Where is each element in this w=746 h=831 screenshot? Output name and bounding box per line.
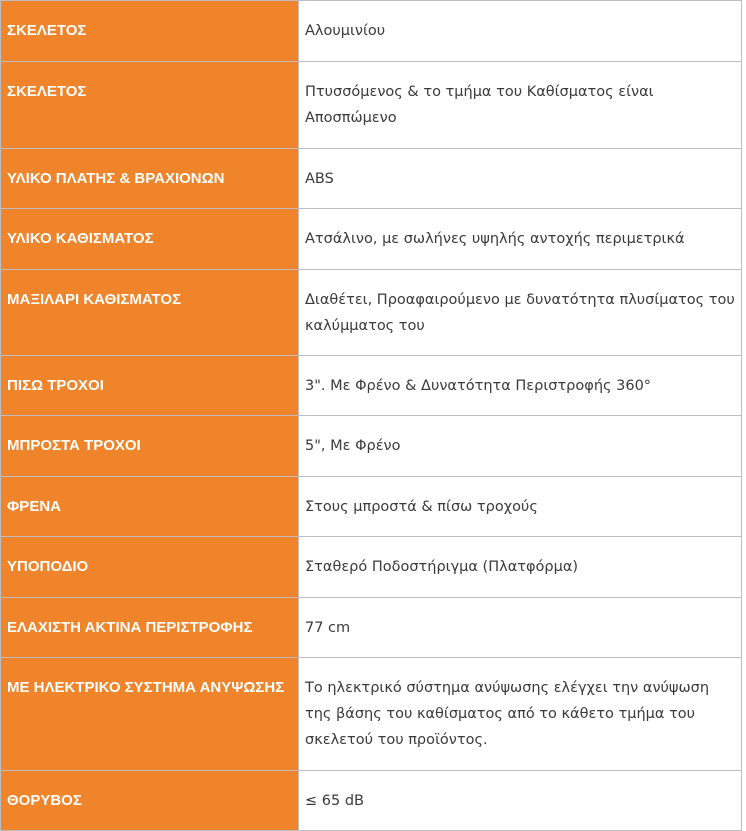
spec-value: Το ηλεκτρικό σύστημα ανύψωσης ελέγχει την ανύψωση της βάσης του καθίσματος από το κάθετο τμήμα του σκελετού του προϊόντος.: [305, 680, 710, 748]
table-row: [1, 477, 742, 537]
spec-value-cell: [299, 477, 742, 537]
spec-label-cell: [1, 658, 299, 771]
table-row: [1, 658, 742, 771]
spec-value-cell: [299, 537, 742, 598]
spec-label-cell: [1, 209, 299, 270]
spec-label: ΥΠΟΠΟΔΙΟ: [7, 558, 89, 575]
spec-label: ΣΚΕΛΕΤΟΣ: [7, 22, 87, 39]
table-row: [1, 149, 742, 209]
table-row: [1, 62, 742, 149]
spec-value-cell: [299, 149, 742, 209]
spec-label-cell: [1, 416, 299, 477]
spec-label: ΠΙΣΩ ΤΡΟΧΟΙ: [7, 377, 104, 394]
table-row: [1, 209, 742, 270]
spec-label-cell: [1, 1, 299, 62]
spec-value-cell: [299, 209, 742, 270]
spec-label: ΦΡΕΝΑ: [7, 498, 61, 515]
spec-value-cell: [299, 416, 742, 477]
spec-label: ΥΛΙΚΟ ΠΛΑΤΗΣ & ΒΡΑΧΙΟΝΩΝ: [7, 170, 225, 187]
spec-label-cell: [1, 537, 299, 598]
spec-value-cell: [299, 1, 742, 62]
spec-value: 5", Με Φρένο: [305, 438, 401, 454]
table-row: [1, 537, 742, 598]
spec-value: Ατσάλινο, με σωλήνες υψηλής αντοχής περιμετρικά: [305, 231, 685, 247]
spec-value: Αλουμινίου: [305, 23, 386, 39]
spec-value: Σταθερό Ποδοστήριγμα (Πλατφόρμα): [305, 559, 579, 575]
spec-label: ΜΠΡΟΣΤΑ ΤΡΟΧΟΙ: [7, 437, 141, 454]
spec-label-cell: [1, 270, 299, 356]
spec-label: ΕΛΑΧΙΣΤΗ ΑΚΤΙΝΑ ΠΕΡΙΣΤΡΟΦΗΣ: [7, 619, 253, 636]
spec-value: ABS: [305, 171, 334, 187]
table-row: [1, 771, 742, 831]
spec-label-cell: [1, 62, 299, 149]
spec-label-cell: [1, 356, 299, 416]
spec-label-cell: [1, 598, 299, 658]
spec-value: ≤ 65 dB: [305, 793, 364, 809]
table-row: [1, 598, 742, 658]
spec-label: ΜΑΞΙΛΑΡΙ ΚΑΘΙΣΜΑΤΟΣ: [7, 291, 182, 308]
table-row: [1, 1, 742, 62]
spec-value-cell: [299, 62, 742, 149]
spec-value-cell: [299, 356, 742, 416]
spec-label: ΘΟΡΥΒΟΣ: [7, 792, 82, 809]
spec-value-cell: [299, 270, 742, 356]
table-row: [1, 416, 742, 477]
spec-label-cell: [1, 149, 299, 209]
spec-label-cell: [1, 771, 299, 831]
spec-label: ΜΕ ΗΛΕΚΤΡΙΚΟ ΣΥΣΤΗΜΑ ΑΝΥΨΩΣΗΣ: [7, 679, 285, 696]
spec-value: Στους μπροστά & πίσω τροχούς: [305, 499, 538, 515]
table-row: [1, 356, 742, 416]
table-row: [1, 270, 742, 356]
spec-label-cell: [1, 477, 299, 537]
spec-value-cell: [299, 771, 742, 831]
spec-value-cell: [299, 598, 742, 658]
spec-value: 77 cm: [305, 620, 351, 636]
spec-value: Διαθέτει, Προαφαιρούμενο με δυνατότητα πλυσίματος του καλύμματος του: [305, 292, 735, 334]
spec-label: ΣΚΕΛΕΤΟΣ: [7, 83, 87, 100]
spec-value: Πτυσσόμενος & το τμήμα του Καθίσματος είναι Αποσπώμενο: [305, 84, 654, 126]
spec-value: 3". Με Φρένο & Δυνατότητα Περιστροφής 360°: [305, 378, 652, 394]
spec-label: ΥΛΙΚΟ ΚΑΘΙΣΜΑΤΟΣ: [7, 230, 154, 247]
spec-value-cell: [299, 658, 742, 771]
